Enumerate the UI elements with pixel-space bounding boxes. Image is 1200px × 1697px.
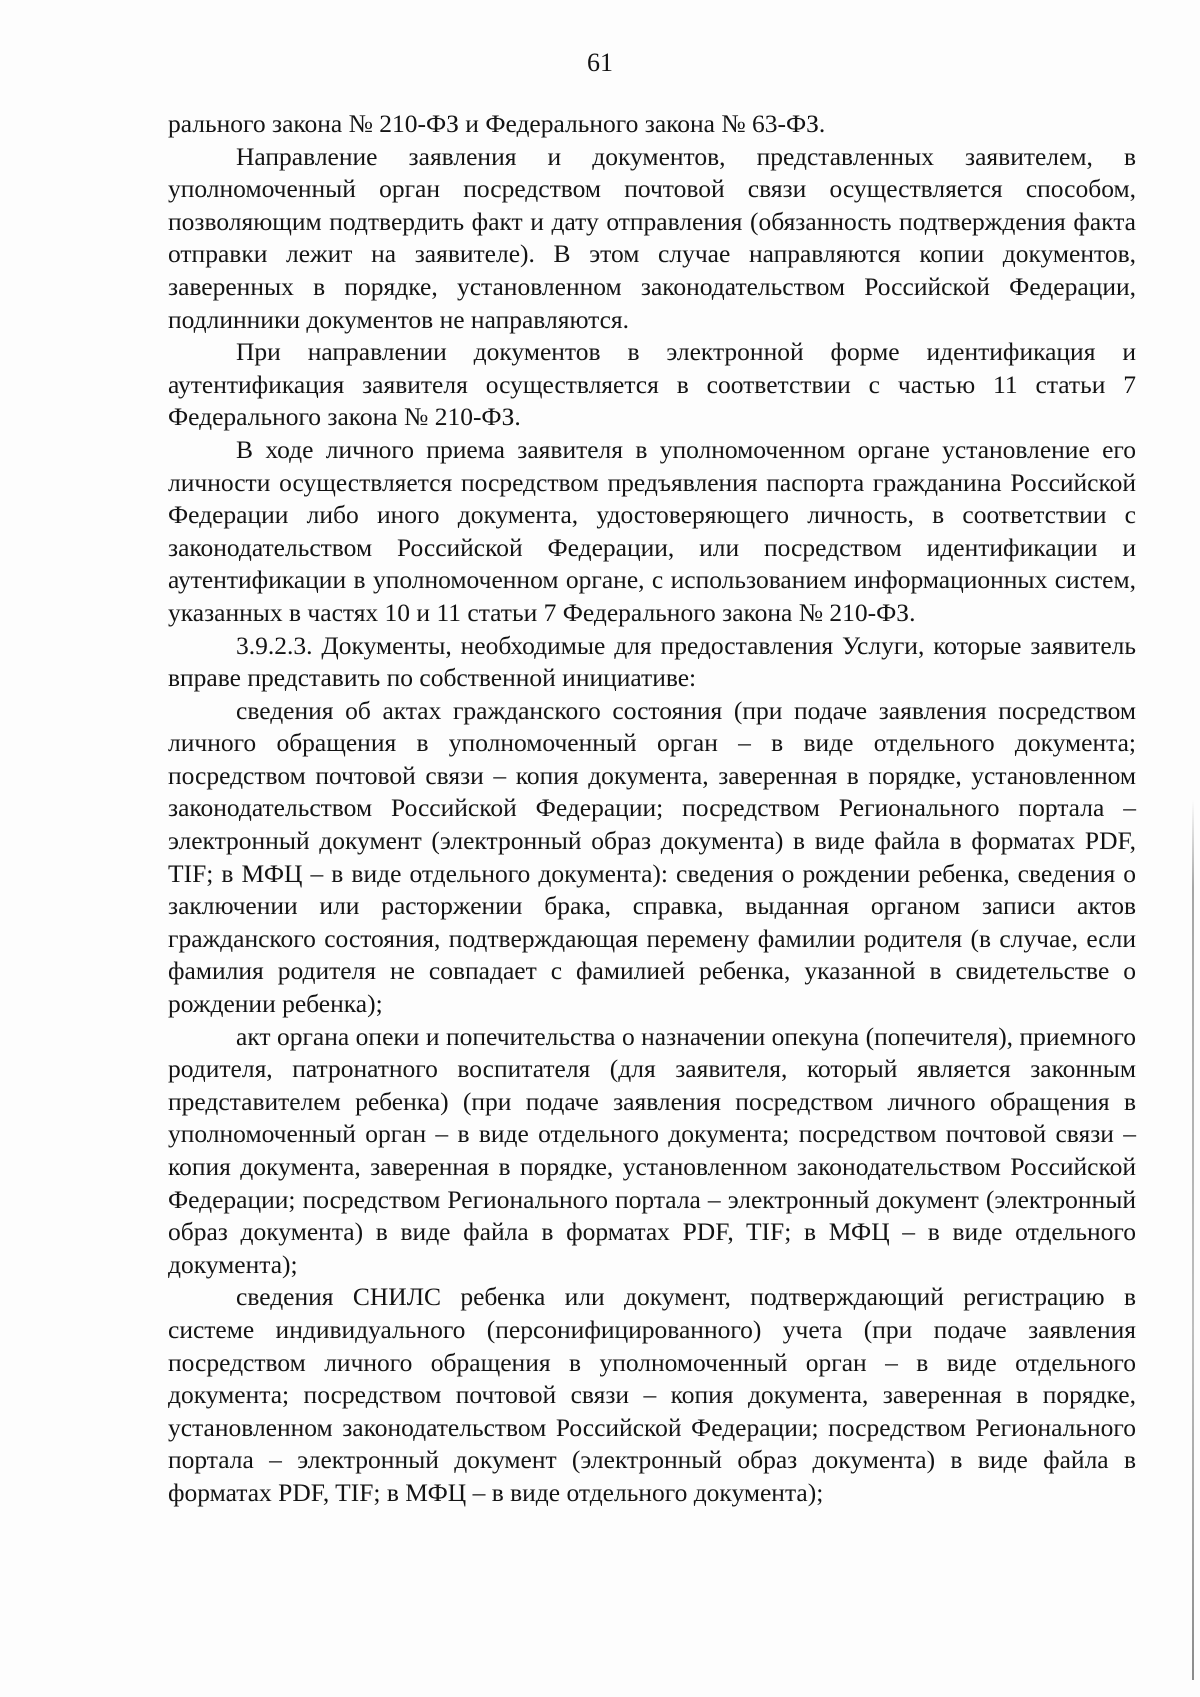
paragraph-snils: сведения СНИЛС ребенка или документ, подтверждающий регистрацию в системе индивидуального (персонифицированного) учета (при подаче заявления посредством личного обращения в уполномоченный орган – в виде отдельного документа; посредством почтовой связи – копия документа, заверенная в порядке, установленном законодательством Российской Федерации; посредством Регионального портала – электронный документ (электронный образ документа) в виде файла в форматах PDF, TIF; в МФЦ – в виде отдельного документа); <box>168 1282 1136 1507</box>
paragraph-personal-reception: В ходе личного приема заявителя в уполномоченном органе установление его личности осуществляется посредством предъявления паспорта гражданина Российской Федерации либо иного документа, удостоверяющего личность, в соответствии с законодательством Российской Федерации, или посредством идентификации и аутентификации в уполномоченном органе, с использованием информационных систем, указанных в частях 10 и 11 статьи 7 Федерального закона № 210-ФЗ. <box>168 434 1136 627</box>
paragraph-section-3-9-2-3: 3.9.2.3. Документы, необходимые для предоставления Услуги, которые заявитель вправе представить по собственной инициативе: <box>168 630 1136 693</box>
paragraph-civil-status-records: сведения об актах гражданского состояния (при подаче заявления посредством личного обращения в уполномоченный орган – в виде отдельного документа; посредством почтовой связи – копия документа, заверенная в порядке, установленном законодательством Российской Федерации; посредством Регионального портала – электронный документ (электронный образ документа) в виде файла в форматах PDF, TIF; в МФЦ – в виде отдельного документа): сведения о рождении ребенка, сведения о заключении или расторжении брака, справка, выданная органом записи актов гражданского состояния, подтверждающая перемену фамилии родителя (в случае, если фамилия родителя не совпадает с фамилией ребенка, указанной в свидетельстве о рождении ребенка); <box>168 695 1136 1019</box>
paragraph-postal-submission: Направление заявления и документов, представленных заявителем, в уполномоченный орган посредством почтовой связи осуществляется способом, позволяющим подтвердить факт и дату отправления (обязанность подтверждения факта отправки лежит на заявителе). В этом случае направляются копии документов, заверенных в порядке, установленном законодательством Российской Федерации, подлинники документов не направляются. <box>168 141 1136 334</box>
paragraph-electronic-identification: При направлении документов в электронной форме идентификация и аутентификация заявителя осуществляется в соответствии с частью 11 статьи 7 Федерального закона № 210-ФЗ. <box>168 337 1136 432</box>
page-number: 61 <box>587 48 613 77</box>
body-text <box>168 108 1136 1510</box>
scan-edge-shadow <box>1192 800 1194 1680</box>
paragraph-continuation: рального закона № 210-ФЗ и Федерального закона № 63-ФЗ. <box>168 109 826 138</box>
paragraph-guardianship-act: акт органа опеки и попечительства о назначении опекуна (попечителя), приемного родителя, патронатного воспитателя (для заявителя, который является законным представителем ребенка) (при подаче заявления посредством личного обращения в уполномоченный орган – в виде отдельного документа; посредством почтовой связи – копия документа, заверенная в порядке, установленном законодательством Российской Федерации; посредством Регионального портала – электронный документ (электронный образ документа) в виде файла в форматах PDF, TIF; в МФЦ – в виде отдельного документа); <box>168 1021 1136 1279</box>
